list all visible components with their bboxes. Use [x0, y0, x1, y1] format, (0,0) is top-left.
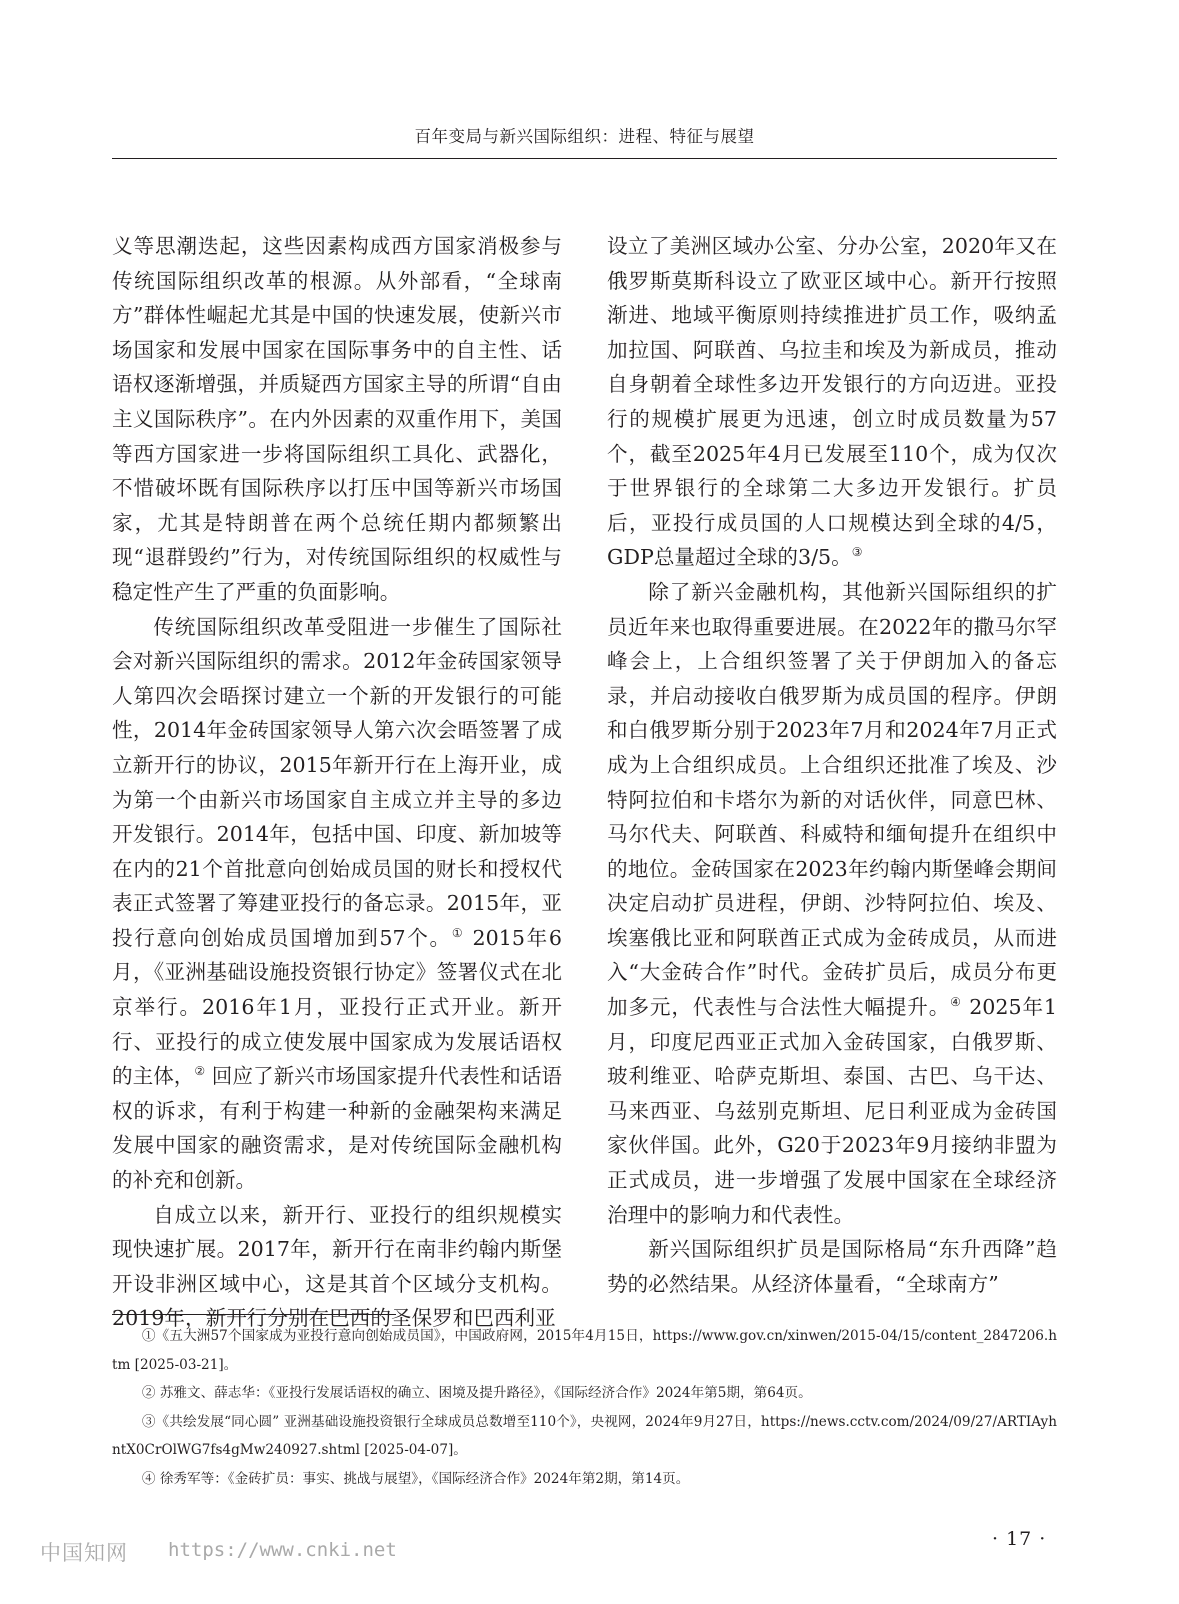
- cnki-watermark-logo: 中国知网: [40, 1541, 128, 1565]
- right-paragraph-3: 新兴国际组织扩员是国际格局“东升西降”趋势的必然结果。从经济体量看，“全球南方”: [607, 1237, 1057, 1296]
- footnote-rule: [112, 1314, 396, 1315]
- footnote-4: ④ 徐秀军等：《金砖扩员：事实、挑战与展望》，《国际经济合作》2024年第2期，第14页。: [141, 1470, 690, 1487]
- right-paragraph-2-text-b: 2025年1月，印度尼西亚正式加入金砖国家，白俄罗斯、玻利维亚、哈萨克斯坦、泰国、古巴、乌干达、马来西亚、乌兹别克斯坦、尼日利亚成为金砖国家伙伴国。此外，G20于2023年9月接纳非盟为正式成员，进一步增强了发展中国家在全球经济治理中的影响力和代表性。: [607, 995, 1058, 1227]
- cnki-watermark-url: https://www.cnki.net: [168, 1539, 397, 1561]
- footnote-3: ③《共绘发展“同心圆” 亚洲基础设施投资银行全球成员总数增至110个》，央视网，2024年9月27日，https://news.cctv.com/2024/09/27/ARTIAyhntX0CrOlWG7fs4gMw240927.shtml [2025-04-07]。: [112, 1413, 1057, 1458]
- header-rule: [112, 158, 1057, 159]
- page-number: · 17 ·: [992, 1528, 1047, 1550]
- running-title: 百年变局与新兴国际组织：进程、特征与展望: [414, 127, 755, 146]
- left-column: [112, 229, 562, 1336]
- right-paragraph-2-text-a: 除了新兴金融机构，其他新兴国际组织的扩员近年来也取得重要进展。在2022年的撒马尔罕峰会上，上合组织签署了关于伊朗加入的备忘录，并启动接收白俄罗斯为成员国的程序。伊朗和白俄罗斯分别于2023年7月和2024年7月正式成为上合组织成员。上合组织还批准了埃及、沙特阿拉伯和卡塔尔为新的对话伙伴，同意巴林、马尔代夫、阿联酋、科威特和缅甸提升在组织中的地位。金砖国家在2023年约翰内斯堡峰会期间决定启动扩员进程，伊朗、沙特阿拉伯、埃及、埃塞俄比亚和阿联酋正式成为金砖成员，从而进入“大金砖合作”时代。金砖扩员后，成员分布更加多元，代表性与合法性大幅提升。: [607, 579, 1057, 1020]
- left-paragraph-3: 自成立以来，新开行、亚投行的组织规模实现快速扩展。2017年，新开行在南非约翰内斯堡开设非洲区域中心，这是其首个区域分支机构。2019年，新开行分别在巴西的圣保罗和巴西利亚: [112, 1202, 562, 1331]
- footnote-ref-3: ③: [851, 545, 863, 560]
- footnote-2: ② 苏雅文、薛志华：《亚投行发展话语权的确立、困境及提升路径》，《国际经济合作》2024年第5期，第64页。: [141, 1385, 812, 1401]
- left-paragraph-2: [112, 610, 562, 1198]
- footnotes: [112, 1322, 1057, 1493]
- right-paragraph-1: [607, 229, 1057, 575]
- footnote-ref-4: ④: [950, 995, 962, 1010]
- right-paragraph-1-text: 设立了美洲区域办公室、分办公室，2020年又在俄罗斯莫斯科设立了欧亚区域中心。新开行按照渐进、地域平衡原则持续推进扩员工作，吸纳孟加拉国、阿联酋、乌拉圭和埃及为新成员，推动自身朝着全球性多边开发银行的方向迈进。亚投行的规模扩展更为迅速，创立时成员数量为57个，截至2025年4月已发展至110个，成为仅次于世界银行的全球第二大多边开发银行。扩员后，亚投行成员国的人口规模达到全球的4/5，GDP总量超过全球的3/5。: [607, 234, 1057, 570]
- footnote-ref-2: ②: [194, 1064, 206, 1079]
- right-column: [607, 229, 1057, 1301]
- left-paragraph-2-text-b: 2015年6月，《亚洲基础设施投资银行协定》签署仪式在北京举行。2016年1月，亚投行正式开业。新开行、亚投行的成立使发展中国家成为发展话语权的主体，: [112, 925, 562, 1089]
- footnote-ref-1: ①: [451, 925, 465, 940]
- footnote-1: ①《五大洲57个国家成为亚投行意向创始成员国》，中国政府网，2015年4月15日，https://www.gov.cn/xinwen/2015-04/15/content_2847206.htm [2025-03-21]。: [112, 1328, 1057, 1373]
- left-paragraph-2-text-c: 回应了新兴市场国家提升代表性和话语权的诉求，有利于构建一种新的金融架构来满足发展中国家的融资需求，是对传统国际金融机构的补充和创新。: [112, 1064, 563, 1193]
- left-paragraph-2-text-a: 传统国际组织改革受阻进一步催生了国际社会对新兴国际组织的需求。2012年金砖国家领导人第四次会晤探讨建立一个新的开发银行的可能性，2014年金砖国家领导人第六次会晤签署了成立新开行的协议，2015年新开行在上海开业，成为第一个由新兴市场国家自主成立并主导的多边开发银行。2014年，包括中国、印度、新加坡等在内的21个首批意向创始成员国的财长和授权代表正式签署了筹建亚投行的备忘录。2015年，亚投行意向创始成员国增加到57个。: [112, 614, 562, 950]
- right-paragraph-2: [607, 575, 1057, 1232]
- left-paragraph-1: 义等思潮迭起，这些因素构成西方国家消极参与传统国际组织改革的根源。从外部看，“全球南方”群体性崛起尤其是中国的快速发展，使新兴市场国家和发展中国家在国际事务中的自主性、话语权逐渐增强，并质疑西方国家主导的所谓“自由主义国际秩序”。在内外因素的双重作用下，美国等西方国家进一步将国际组织工具化、武器化，不惜破坏既有国际秩序以打压中国等新兴市场国家，尤其是特朗普在两个总统任期内都频繁出现“退群毁约”行为，对传统国际组织的权威性与稳定性产生了严重的负面影响。: [112, 234, 562, 604]
